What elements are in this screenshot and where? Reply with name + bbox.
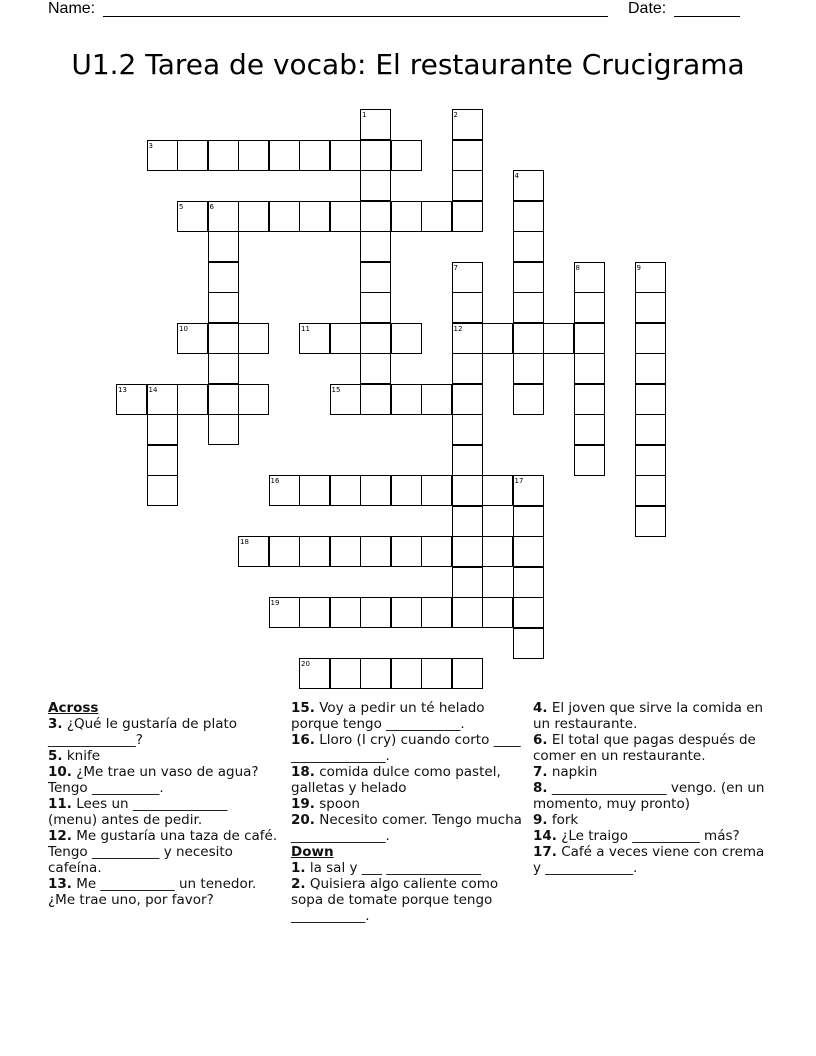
crossword-cell[interactable] <box>513 506 544 537</box>
crossword-cell[interactable] <box>421 658 452 689</box>
crossword-cell[interactable] <box>513 628 544 659</box>
crossword-cell[interactable] <box>299 597 330 628</box>
crossword-cell[interactable] <box>177 384 208 415</box>
crossword-cell[interactable] <box>208 292 239 323</box>
clue-text: ¿Le traigo __________ más? <box>561 828 740 844</box>
crossword-cell[interactable] <box>513 231 544 262</box>
crossword-cell[interactable] <box>330 201 361 232</box>
clue-across-5 <box>48 748 278 764</box>
clue-text: El total que pagas después de comer en un restaurante. <box>533 732 756 764</box>
crossword-cell[interactable] <box>360 140 391 171</box>
cell-number: 6 <box>209 202 214 211</box>
clue-text: Me gustaría una taza de café. Tengo __________ y necesito cafeína. <box>48 828 278 876</box>
crossword-cell[interactable] <box>360 475 391 506</box>
crossword-cell[interactable] <box>360 384 391 415</box>
crossword-cell[interactable] <box>574 384 605 415</box>
crossword-cell[interactable] <box>635 414 666 445</box>
crossword-cell[interactable] <box>635 475 666 506</box>
crossword-cell[interactable] <box>330 536 361 567</box>
crossword-cell[interactable] <box>391 597 422 628</box>
clue-across-13 <box>48 876 278 908</box>
crossword-cell[interactable] <box>360 231 391 262</box>
crossword-cell[interactable] <box>360 597 391 628</box>
crossword-cell[interactable] <box>513 201 544 232</box>
clue-text: spoon <box>319 796 360 812</box>
crossword-cell[interactable] <box>452 597 483 628</box>
crossword-cell[interactable] <box>513 567 544 598</box>
cell-number: 20 <box>301 660 310 668</box>
crossword-cell[interactable] <box>208 262 239 293</box>
cell-number: 14 <box>148 385 158 394</box>
clue-across-18 <box>291 764 526 796</box>
clue-down-17 <box>533 844 768 876</box>
crossword-cell[interactable] <box>391 475 422 506</box>
clue-text: Quisiera algo caliente como sopa de tomate porque tengo ___________. <box>291 876 499 924</box>
cell-number: 1 <box>362 111 367 119</box>
clue-across-11 <box>48 796 278 828</box>
crossword-cell[interactable] <box>421 201 452 232</box>
crossword-cell[interactable] <box>391 536 422 567</box>
cell-number: 2 <box>453 111 458 119</box>
clue-text: ¿Qué le gustaría de plato _____________? <box>48 716 238 748</box>
clue-number: 11. <box>48 796 72 812</box>
clue-number: 7. <box>533 764 548 780</box>
clue-text: El joven que sirve la comida en un restaurante. <box>533 700 764 732</box>
crossword-cell[interactable] <box>513 536 544 567</box>
crossword-cell[interactable] <box>238 323 269 354</box>
crossword-cell[interactable] <box>391 384 422 415</box>
clue-number: 18. <box>291 764 315 780</box>
crossword-cell[interactable] <box>238 140 269 171</box>
clue-number: 13. <box>48 876 72 892</box>
crossword-cell[interactable] <box>452 475 483 506</box>
cell-number: 18 <box>240 538 249 546</box>
cell-number: 11 <box>301 324 310 333</box>
crossword-cell[interactable] <box>360 201 391 232</box>
crossword-cell[interactable] <box>238 201 269 232</box>
clue-text: napkin <box>551 764 598 780</box>
crossword-cell[interactable] <box>543 323 574 354</box>
down-heading: Down <box>291 844 334 860</box>
crossword-cell[interactable] <box>147 445 178 476</box>
cell-number: 5 <box>179 202 184 211</box>
clue-text: knife <box>66 748 101 764</box>
clue-number: 20. <box>291 812 315 828</box>
crossword-cell[interactable] <box>452 536 483 567</box>
clues-column-1 <box>48 700 278 908</box>
crossword-cell[interactable] <box>360 170 391 201</box>
clues-column-3 <box>533 700 768 876</box>
date-label: Date: <box>628 0 667 17</box>
clue-number: 14. <box>533 828 557 844</box>
clue-number: 12. <box>48 828 72 844</box>
crossword-cell[interactable] <box>635 445 666 476</box>
clue-number: 16. <box>291 732 315 748</box>
crossword-cell[interactable] <box>208 323 239 354</box>
crossword-cell[interactable] <box>452 506 483 537</box>
crossword-cell[interactable] <box>238 384 269 415</box>
cell-number: 19 <box>270 599 280 607</box>
clue-down-9 <box>533 812 768 828</box>
crossword-cell[interactable] <box>177 140 208 171</box>
crossword-cell[interactable] <box>452 384 483 415</box>
crossword-cell[interactable] <box>421 536 452 567</box>
clue-down-8 <box>533 780 768 812</box>
crossword-cell[interactable] <box>208 231 239 262</box>
crossword-cell[interactable] <box>360 323 391 354</box>
crossword-cell[interactable] <box>635 323 666 354</box>
crossword-cell[interactable] <box>452 292 483 323</box>
crossword-cell[interactable] <box>147 414 178 445</box>
crossword-cell[interactable] <box>574 414 605 445</box>
crossword-cell[interactable] <box>452 658 483 689</box>
cell-number: 17 <box>514 477 524 485</box>
crossword-cell[interactable] <box>208 414 239 445</box>
crossword-cell[interactable] <box>299 140 330 171</box>
cell-number: 13 <box>118 385 127 394</box>
crossword-cell[interactable] <box>513 384 544 415</box>
crossword-cell[interactable] <box>452 414 483 445</box>
crossword-cell[interactable] <box>330 140 361 171</box>
crossword-cell[interactable] <box>391 140 422 171</box>
crossword-cell[interactable] <box>513 323 544 354</box>
crossword-cell[interactable] <box>391 201 422 232</box>
crossword-cell[interactable] <box>513 292 544 323</box>
crossword-cell[interactable] <box>269 201 300 232</box>
crossword-cell[interactable] <box>269 140 300 171</box>
crossword-cell[interactable] <box>574 353 605 384</box>
crossword-cell[interactable] <box>513 262 544 293</box>
crossword-cell[interactable] <box>299 201 330 232</box>
crossword-cell[interactable] <box>208 384 239 415</box>
crossword-cell[interactable] <box>360 262 391 293</box>
clue-across-12 <box>48 828 278 876</box>
crossword-cell[interactable] <box>574 292 605 323</box>
clue-across-15 <box>291 700 526 732</box>
crossword-cell[interactable] <box>360 353 391 384</box>
crossword-cell[interactable] <box>147 475 178 506</box>
crossword-cell[interactable] <box>391 323 422 354</box>
cell-number: 12 <box>453 324 463 333</box>
cell-number: 9 <box>636 263 641 272</box>
clues-column-2 <box>291 700 526 924</box>
clue-number: 17. <box>533 844 557 860</box>
across-heading: Across <box>48 700 99 716</box>
clue-number: 3. <box>48 716 63 732</box>
crossword-cell[interactable] <box>208 140 239 171</box>
crossword-cell[interactable] <box>299 475 330 506</box>
clue-number: 8. <box>533 780 548 796</box>
clue-text: _________________ vengo. (en un momento, muy pronto) <box>533 780 765 812</box>
name-label: Name: <box>48 0 96 17</box>
clue-text: Lees un ______________ (menu) antes de pedir. <box>48 796 228 828</box>
crossword-cell[interactable] <box>330 475 361 506</box>
clue-across-3 <box>48 716 278 748</box>
crossword-cell[interactable] <box>208 353 239 384</box>
crossword-cell[interactable] <box>482 597 513 628</box>
clue-number: 19. <box>291 796 315 812</box>
cell-number: 7 <box>453 263 458 272</box>
clue-across-16 <box>291 732 526 764</box>
cell-number: 3 <box>148 141 153 150</box>
crossword-cell[interactable] <box>482 323 513 354</box>
crossword-cell[interactable] <box>635 384 666 415</box>
crossword-cell[interactable] <box>513 353 544 384</box>
crossword-cell[interactable] <box>452 170 483 201</box>
crossword-cell[interactable] <box>391 658 422 689</box>
crossword-cell[interactable] <box>421 597 452 628</box>
clue-across-10 <box>48 764 278 796</box>
crossword-cell[interactable] <box>452 201 483 232</box>
crossword-cell[interactable] <box>635 353 666 384</box>
clue-number: 1. <box>291 860 306 876</box>
clue-across-19 <box>291 796 526 812</box>
cell-number: 16 <box>270 477 280 485</box>
crossword-cell[interactable] <box>360 292 391 323</box>
crossword-cell[interactable] <box>452 140 483 171</box>
cell-number: 15 <box>331 385 341 394</box>
clue-down-1 <box>291 860 526 876</box>
clue-number: 9. <box>533 812 548 828</box>
cell-number: 8 <box>575 263 580 272</box>
crossword-cell[interactable] <box>574 445 605 476</box>
clue-text: comida dulce como pastel, galletas y helado <box>291 764 501 796</box>
clue-across-20 <box>291 812 526 844</box>
crossword-cell[interactable] <box>452 353 483 384</box>
clue-number: 5. <box>48 748 63 764</box>
clue-number: 4. <box>533 700 548 716</box>
clue-text: fork <box>551 812 579 828</box>
crossword-cell[interactable] <box>635 292 666 323</box>
clue-down-6 <box>533 732 768 764</box>
crossword-cell[interactable] <box>299 536 330 567</box>
crossword-cell[interactable] <box>330 597 361 628</box>
clue-down-4 <box>533 700 768 732</box>
crossword-cell[interactable] <box>330 658 361 689</box>
crossword-cell[interactable] <box>360 536 391 567</box>
clue-number: 6. <box>533 732 548 748</box>
page-title: U1.2 Tarea de vocab: El restaurante Crucigrama <box>71 48 745 81</box>
clue-text: Lloro (I cry) cuando corto ____ ______________. <box>291 732 521 764</box>
clue-number: 2. <box>291 876 306 892</box>
clue-down-7 <box>533 764 768 780</box>
clue-text: Necesito comer. Tengo mucha ______________. <box>291 812 522 844</box>
crossword-cell[interactable] <box>330 323 361 354</box>
clue-number: 15. <box>291 700 315 716</box>
crossword-cell[interactable] <box>360 658 391 689</box>
crossword-cell[interactable] <box>513 597 544 628</box>
crossword-cell[interactable] <box>269 536 300 567</box>
crossword-cell[interactable] <box>421 475 452 506</box>
crossword-cell[interactable] <box>635 506 666 537</box>
clue-down-2 <box>291 876 526 924</box>
cell-number: 4 <box>514 172 519 180</box>
clue-number: 10. <box>48 764 72 780</box>
clue-text: Me ___________ un tenedor. ¿Me trae uno, por favor? <box>48 876 257 908</box>
clue-text: ¿Me trae un vaso de agua? Tengo __________. <box>48 764 259 796</box>
crossword-cell[interactable] <box>482 536 513 567</box>
clue-text: Café a veces viene con crema y _____________. <box>533 844 765 876</box>
clue-text: la sal y ___ ______________ <box>309 860 481 876</box>
crossword-cell[interactable] <box>452 567 483 598</box>
crossword-cell[interactable] <box>452 445 483 476</box>
crossword-cell[interactable] <box>482 475 513 506</box>
cell-number: 10 <box>179 324 188 333</box>
clue-text: Voy a pedir un té helado porque tengo ___________. <box>291 700 485 732</box>
crossword-cell[interactable] <box>421 384 452 415</box>
crossword-cell[interactable] <box>574 323 605 354</box>
clue-down-14 <box>533 828 768 844</box>
